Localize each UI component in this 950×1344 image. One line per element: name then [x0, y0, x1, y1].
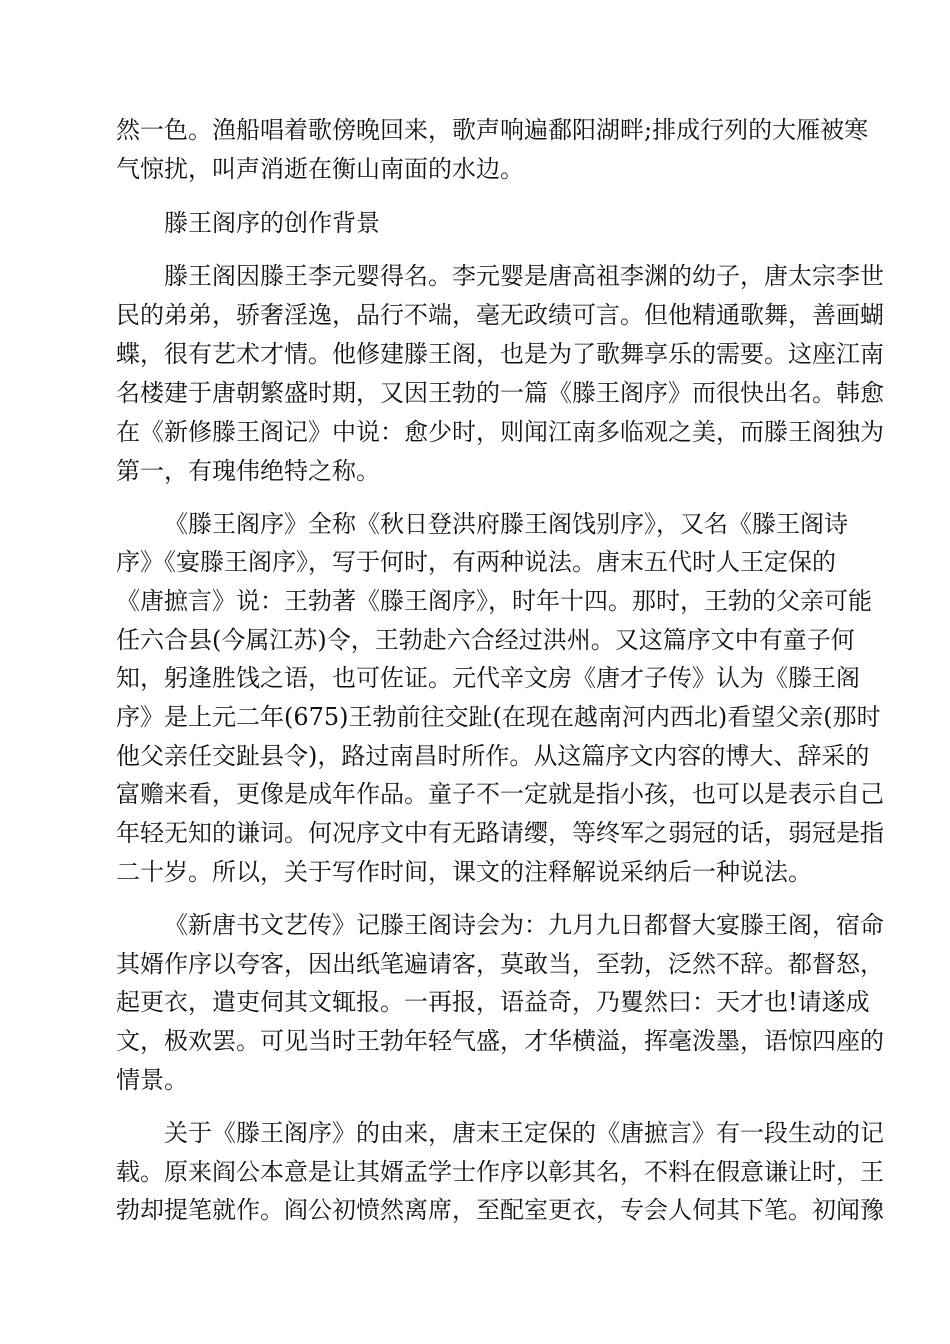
text-line: 蝶，很有艺术才情。他修建滕王阁，也是为了歌舞享乐的需要。这座江南: [116, 340, 884, 368]
text-line: 在《新修滕王阁记》中说：愈少时，则闻江南多临观之美，而滕王阁独为: [116, 418, 884, 446]
text-line: 关于《滕王阁序》的由来，唐末王定保的《唐摭言》有一段生动的记: [164, 1119, 884, 1147]
text-line: 情景。: [116, 1066, 188, 1094]
text-line: 民的弟弟，骄奢淫逸，品行不端，毫无政绩可言。但他精通歌舞，善画蝴: [116, 301, 884, 329]
text-line: 载。原来阎公本意是让其婿孟学士作序以彰其名，不料在假意谦让时，王: [116, 1158, 884, 1186]
text-line: 《新唐书文艺传》记滕王阁诗会为：九月九日都督大宴滕王阁，宿命: [164, 911, 884, 939]
text-line: 二十岁。所以，关于写作时间，课文的注释解说采纳后一种说法。: [116, 858, 812, 886]
text-line: 《滕王阁序》全称《秋日登洪府滕王阁饯别序》，又名《滕王阁诗: [164, 510, 848, 538]
text-line: 滕王阁因滕王李元婴得名。李元婴是唐高祖李渊的幼子，唐太宗李世: [164, 262, 884, 290]
text-line: 知，躬逢胜饯之语，也可佐证。元代辛文房《唐才子传》认为《滕王阁: [116, 664, 860, 692]
text-line: 他父亲任交趾县令)，路过南昌时所作。从这篇序文内容的博大、辞采的: [116, 742, 870, 770]
section-heading: 滕王阁序的创作背景: [164, 209, 380, 237]
text-line: 起更衣，遣吏伺其文辄报。一再报，语益奇，乃矍然曰：天才也!请遂成: [116, 988, 870, 1016]
text-line: 富赡来看，更像是成年作品。童子不一定就是指小孩，也可以是表示自己: [116, 780, 884, 808]
text-line: 气惊扰，叫声消逝在衡山南面的水边。: [116, 155, 524, 183]
text-line: 年轻无知的谦词。何况序文中有无路请缨，等终军之弱冠的话，弱冠是指: [116, 819, 884, 847]
text-line: 勃却提笔就作。阎公初愤然离席，至配室更衣，专会人伺其下笔。初闻豫: [116, 1196, 884, 1224]
text-line: 任六合县(今属江苏)令，王勃赴六合经过洪州。又这篇序文中有童子何: [116, 626, 855, 654]
text-line: 序》《宴滕王阁序》，写于何时，有两种说法。唐末五代时人王定保的: [116, 548, 836, 576]
text-line: 文，极欢罢。可见当时王勃年轻气盛，才华横溢，挥毫泼墨，语惊四座的: [116, 1027, 884, 1055]
text-line: 然一色。渔船唱着歌傍晚回来，歌声响遍鄱阳湖畔;排成行列的大雁被寒: [116, 116, 869, 144]
text-line: 其婿作序以夸客，因出纸笔遍请客，莫敢当，至勃，泛然不辞。都督怒，: [116, 950, 884, 978]
text-line: 序》是上元二年(675)王勃前往交趾(在现在越南河内西北)看望父亲(那时: [116, 703, 881, 731]
text-line: 《唐摭言》说：王勃著《滕王阁序》，时年十四。那时，王勃的父亲可能: [116, 587, 872, 615]
text-line: 第一，有瑰伟绝特之称。: [116, 457, 380, 485]
text-line: 名楼建于唐朝繁盛时期，又因王勃的一篇《滕王阁序》而很快出名。韩愈: [116, 379, 884, 407]
